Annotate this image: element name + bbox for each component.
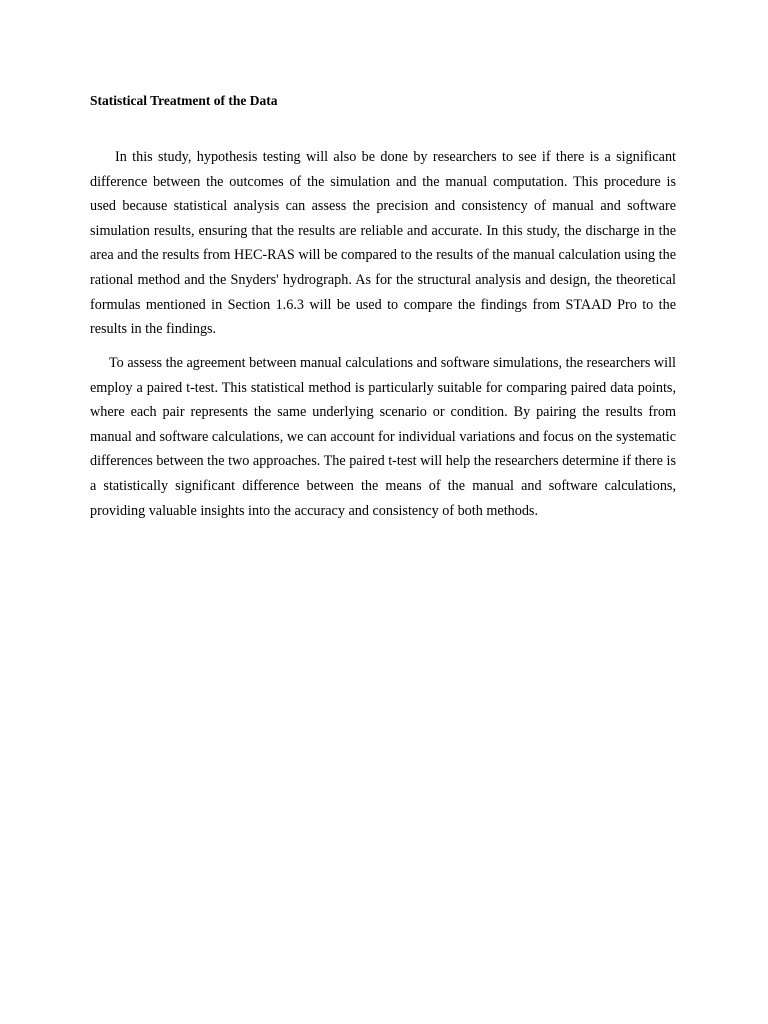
paragraph-hypothesis-testing: In this study, hypothesis testing will also be done by researchers to see if there is a significant difference between the outcomes of the simulation and the manual computation. This procedure is used because statistical analysis can assess the precision and consistency of manual and software simulation results, ensuring that the results are reliable and accurate. In this study, the discharge in the area and the results from HEC-RAS will be compared to the results of the manual calculation using the rational method and the Snyders' hydrograph. As for the structural analysis and design, the theoretical formulas mentioned in Section 1.6.3 will be used to compare the findings from STAAD Pro to the results in the findings. (90, 149, 676, 338)
section-heading: Statistical Treatment of the Data (90, 93, 278, 108)
paragraph-paired-t-test: To assess the agreement between manual calculations and software simulations, the researchers will employ a paired t-test. This statistical method is particularly suitable for comparing paired data points, where each pair represents the same underlying scenario or condition. By pairing the results from manual and software calculations, we can account for individual variations and focus on the systematic differences between the two approaches. The paired t-test will help the researchers determine if there is a statistically significant difference between the means of the manual and software calculations, providing valuable insights into the accuracy and consistency of both methods. (90, 355, 676, 519)
